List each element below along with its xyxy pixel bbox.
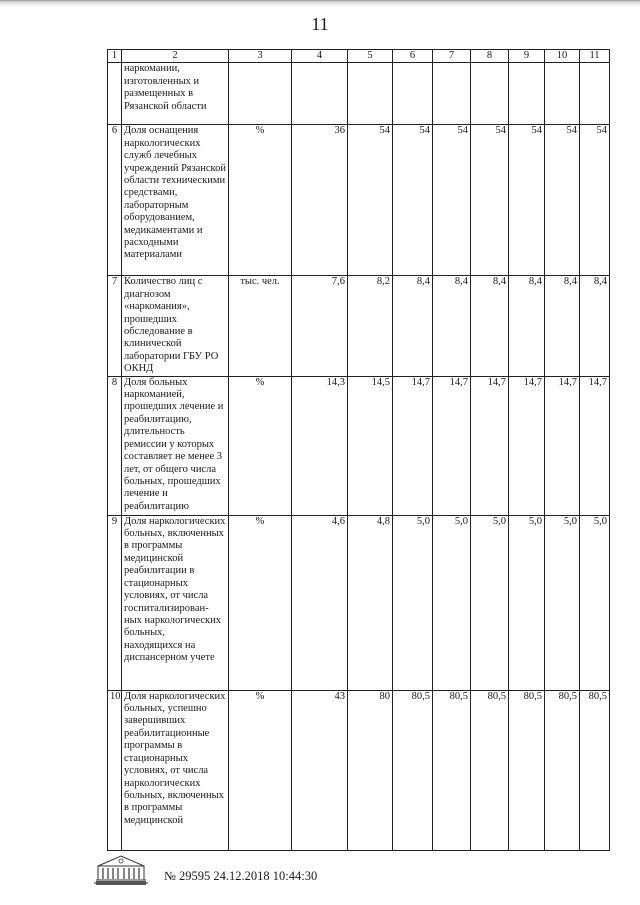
column-header: 11 [580, 50, 610, 63]
value-cell: 14,7 [471, 376, 509, 515]
value-cell [580, 63, 610, 125]
column-header: 8 [471, 50, 509, 63]
row-number: 8 [108, 376, 122, 515]
value-cell [393, 63, 433, 125]
value-cell: 14,7 [509, 376, 545, 515]
value-cell: 5,0 [545, 515, 580, 690]
unit-cell: % [229, 690, 292, 850]
value-cell: 5,0 [580, 515, 610, 690]
value-cell: 14,5 [348, 376, 393, 515]
value-cell: 8,4 [471, 276, 509, 376]
value-cell [471, 63, 509, 125]
value-cell: 80,5 [545, 690, 580, 850]
indicators-table [107, 49, 610, 851]
value-cell: 14,7 [580, 376, 610, 515]
indicator-name: наркомании, изготовленных и размещенных в Рязанской области [122, 63, 229, 125]
table-row [108, 125, 610, 276]
table-header-row [108, 50, 610, 63]
value-cell: 8,4 [545, 276, 580, 376]
value-cell [433, 63, 471, 125]
value-cell: 80,5 [580, 690, 610, 850]
value-cell: 80,5 [509, 690, 545, 850]
value-cell: 5,0 [393, 515, 433, 690]
row-number [108, 63, 122, 125]
value-cell [545, 63, 580, 125]
indicator-name: Количество лиц с диагнозом «наркомания», прошедших обследование в клинической лаборатории ГБУ РО ОКНД [122, 276, 229, 376]
value-cell: 14,7 [393, 376, 433, 515]
column-header: 6 [393, 50, 433, 63]
value-cell [348, 63, 393, 125]
value-cell: 54 [433, 125, 471, 276]
unit-cell: тыс. чел. [229, 276, 292, 376]
column-header: 2 [122, 50, 229, 63]
column-header: 9 [509, 50, 545, 63]
table-row [108, 63, 610, 125]
value-cell: 43 [292, 690, 348, 850]
value-cell: 8,4 [393, 276, 433, 376]
unit-cell [229, 63, 292, 125]
table-row [108, 376, 610, 515]
value-cell: 14,3 [292, 376, 348, 515]
column-header: 7 [433, 50, 471, 63]
table-row [108, 276, 610, 376]
row-number: 10 [108, 690, 122, 850]
document-footer [92, 852, 612, 892]
value-cell: 80 [348, 690, 393, 850]
row-number: 6 [108, 125, 122, 276]
value-cell: 4,8 [348, 515, 393, 690]
value-cell: 5,0 [509, 515, 545, 690]
value-cell [292, 63, 348, 125]
unit-cell: % [229, 125, 292, 276]
unit-cell: % [229, 515, 292, 690]
indicator-name: Доля оснащения наркологических служб лечебных учреждений Рязанской области техническими средствами, лабораторным оборудованием, медикаментами и расходными материалами [122, 125, 229, 276]
value-cell: 5,0 [433, 515, 471, 690]
value-cell: 14,7 [433, 376, 471, 515]
table-row [108, 515, 610, 690]
value-cell: 80,5 [471, 690, 509, 850]
unit-cell: % [229, 376, 292, 515]
value-cell: 80,5 [393, 690, 433, 850]
indicator-name: Доля наркологических больных, включенных в программы медицинской реабилитации в стационарных условиях, от числа госпитализирован-ных наркологических больных, находящихся на диспансерном учете [122, 515, 229, 690]
value-cell: 54 [509, 125, 545, 276]
value-cell: 14,7 [545, 376, 580, 515]
value-cell: 7,6 [292, 276, 348, 376]
row-number: 9 [108, 515, 122, 690]
scan-top-edge [0, 0, 640, 10]
value-cell: 8,4 [509, 276, 545, 376]
value-cell [509, 63, 545, 125]
value-cell: 8,4 [580, 276, 610, 376]
registration-stamp: № 29595 24.12.2018 10:44:30 [164, 869, 318, 883]
value-cell: 54 [580, 125, 610, 276]
value-cell: 36 [292, 125, 348, 276]
value-cell: 54 [348, 125, 393, 276]
value-cell: 5,0 [471, 515, 509, 690]
value-cell: 4,6 [292, 515, 348, 690]
value-cell: 54 [471, 125, 509, 276]
value-cell: 54 [393, 125, 433, 276]
value-cell: 8,4 [433, 276, 471, 376]
value-cell: 80,5 [433, 690, 471, 850]
row-number: 7 [108, 276, 122, 376]
column-header: 3 [229, 50, 292, 63]
indicator-name: Доля больных наркоманией, прошедших лечение и реабилитацию, длительность ремиссии у которых составляет не менее 3 лет, от общего числа больных, прошедших лечение и реабилитацию [122, 376, 229, 515]
indicator-name: Доля наркологических больных, успешно завершивших реабилитационные программы в стационарных условиях, от числа наркологических больных, включенных в программы медицинской [122, 690, 229, 850]
column-header: 5 [348, 50, 393, 63]
value-cell: 8,2 [348, 276, 393, 376]
value-cell: 54 [545, 125, 580, 276]
page-number: 11 [311, 14, 329, 34]
column-header: 1 [108, 50, 122, 63]
column-header: 4 [292, 50, 348, 63]
column-header: 10 [545, 50, 580, 63]
government-building-seal-icon [92, 852, 150, 886]
table-row [108, 690, 610, 850]
